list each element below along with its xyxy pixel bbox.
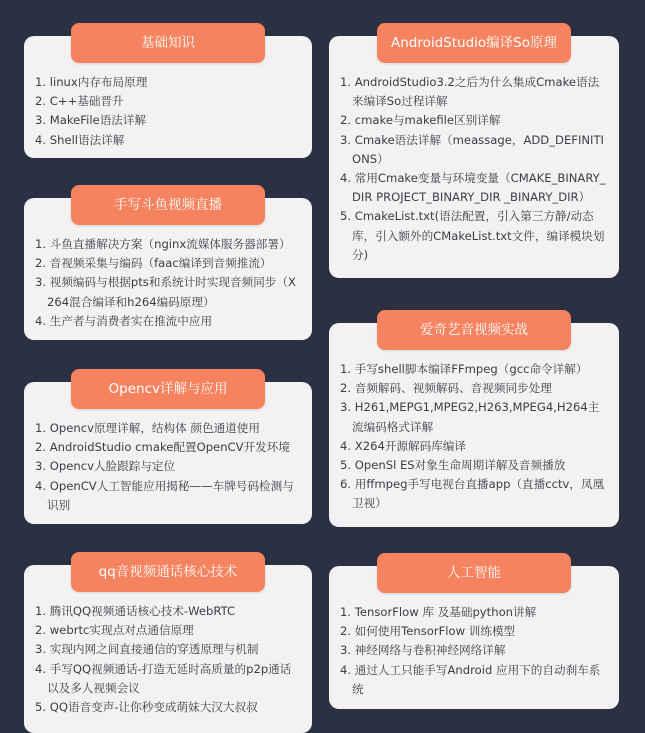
- list-item: 4. 常用Cmake变量与环境变量（CMAKE_BINARY_DIR PROJECT_BINARY_DIR _BINARY_DIR）: [340, 171, 606, 205]
- list-item: 6. 用ffmpeg手写电视台直播app（直播cctv，凤凰卫视）: [340, 477, 605, 511]
- list-item: 4. X264开源解码库编译: [340, 438, 466, 453]
- list-item: 5. QQ语音变声-让你秒变成萌妹大汉大叔叔: [35, 700, 258, 715]
- item-list: [35, 602, 302, 717]
- item-list: [35, 73, 302, 150]
- list-item: 2. AndroidStudio cmake配置OpenCV开发环境: [35, 440, 290, 455]
- card-androidstudio-so: [329, 36, 619, 278]
- list-item: 4. OpenCV人工智能应用揭秘——车牌号码检测与识别: [35, 478, 294, 512]
- card-title: Opencv详解与应用: [71, 369, 265, 409]
- list-item: 4. 生产者与消费者实在推流中应用: [35, 313, 213, 328]
- item-list: [340, 73, 609, 265]
- card-title: 手写斗鱼视频直播: [71, 185, 265, 225]
- card-title: 人工智能: [377, 553, 571, 593]
- list-item: 2. C++基础晋升: [35, 94, 124, 109]
- list-item: 3. 视频编码与根据pts和系统计时实现音频同步（X264混合编译和h264编码原理）: [35, 275, 296, 309]
- list-item: 3. 实现内网之间直接通信的穿透原理与机制: [35, 642, 259, 657]
- item-list: [35, 419, 302, 515]
- list-item: 4. 通过人工只能手写Android 应用下的自动刹车系统: [340, 662, 601, 696]
- card-iqiyi: [329, 323, 619, 527]
- list-item: 1. Opencv原理详解，结构体 颜色通道使用: [35, 421, 260, 435]
- list-item: 3. 神经网络与卷积神经网络详解: [340, 643, 506, 658]
- list-item: 2. 音频解码、视频解码、音视频同步处理: [340, 381, 552, 396]
- card-title: 基础知识: [71, 23, 265, 63]
- item-list: [340, 360, 609, 514]
- list-item: 1. 斗鱼直播解决方案（nginx流媒体服务器部署）: [35, 237, 291, 251]
- list-item: 4. 手写QQ视频通话-打造无延时高质量的p2p通话以及多人视频会议: [35, 661, 292, 695]
- list-item: 3. Cmake语法详解（meassage，ADD_DEFINITIONS）: [340, 132, 604, 166]
- item-list: [35, 235, 302, 331]
- item-list: [340, 603, 609, 699]
- card-title: AndroidStudio编译So原理: [377, 23, 571, 63]
- list-item: 3. Opencv人脸跟踪与定位: [35, 459, 176, 474]
- list-item: 1. 手写shell脚本编译FFmpeg（gcc命令详解）: [340, 362, 588, 376]
- list-item: 5. CmakeList.txt(语法配置，引入第三方静/动态库，引入额外的CMakeList.txt文件，编译模块划分): [340, 209, 605, 262]
- list-item: 1. AndroidStudio3.2之后为什么集成Cmake语法来编译So过程详解: [340, 75, 600, 109]
- list-item: 1. TensorFlow 库 及基础python讲解: [340, 605, 537, 619]
- list-item: 3. H261,MEPG1,MPEG2,H263,MPEG4,H264主流编码格式详解: [340, 400, 600, 434]
- list-item: 2. cmake与makefile区别详解: [340, 113, 501, 128]
- list-item: 2. 音视频采集与编码（faac编译到音频推流）: [35, 256, 272, 271]
- card-opencv: [24, 382, 312, 524]
- list-item: 2. 如何使用TensorFlow 训练模型: [340, 624, 516, 639]
- card-title: qq音视频通话核心技术: [71, 552, 265, 592]
- card-basics: [24, 36, 312, 158]
- card-title: 爱奇艺音视频实战: [377, 310, 571, 350]
- card-ai: [329, 566, 619, 709]
- list-item: 1. 腾讯QQ视频通话核心技术-WebRTC: [35, 604, 236, 618]
- card-douyu-live: [24, 198, 312, 340]
- list-item: 3. MakeFile语法详解: [35, 113, 147, 128]
- list-item: 4. Shell语法详解: [35, 132, 125, 147]
- card-qq-video: [24, 565, 312, 733]
- list-item: 5. OpenSl ES对象生命周期详解及音频播放: [340, 458, 566, 473]
- list-item: 1. linux内存布局原理: [35, 75, 148, 89]
- list-item: 2. webrtc实现点对点通信原理: [35, 623, 194, 638]
